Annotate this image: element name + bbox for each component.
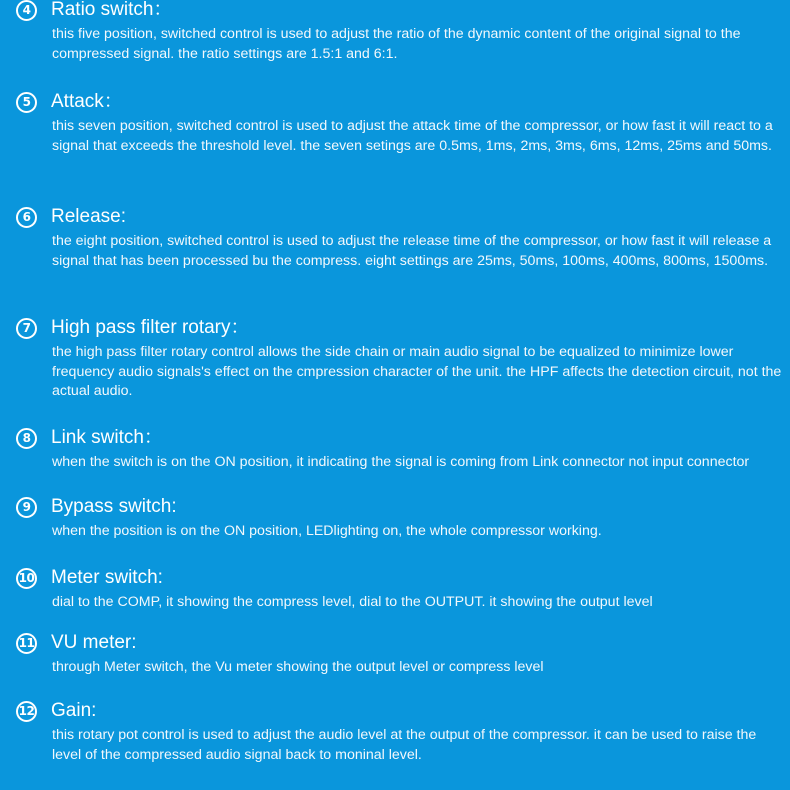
section-heading: [0, 318, 790, 346]
circled-number-6: 6: [16, 207, 37, 228]
section-heading: [0, 568, 790, 596]
section-title: Gain:: [51, 700, 97, 721]
section-title: VU meter:: [51, 632, 137, 653]
section-title: Attack：: [51, 91, 123, 112]
section-heading: [0, 701, 790, 729]
section-description: when the switch is on the ON position, it indicating the signal is coming from Link connector not input connector: [52, 454, 750, 470]
section-description: this five position, switched control is used to adjust the ratio of the dynamic content of the original signal to the compressed signal. the ratio settings are 1.5:1 and 6:1.: [52, 26, 741, 62]
circled-number-8: 8: [16, 428, 37, 449]
section-description: when the position is on the ON position, LEDlighting on, the whole compressor working.: [52, 523, 602, 539]
section-vu-meter: [0, 632, 790, 675]
circled-number-11: 11: [16, 633, 37, 654]
section-description: dial to the COMP, it showing the compress level, dial to the OUTPUT. it showing the output level: [52, 594, 653, 610]
section-description: this rotary pot control is used to adjust the audio level at the output of the compressor. it can be used to raise the level of the compressed audio signal back to moninal level.: [52, 727, 757, 763]
section-title: Meter switch:: [51, 567, 163, 588]
section-bypass-switch: [0, 496, 790, 539]
section-ratio-switch: [0, 0, 790, 62]
circled-number-10: 10: [16, 568, 37, 589]
section-description: through Meter switch, the Vu meter showing the output level or compress level: [52, 659, 544, 675]
circled-number-5: 5: [16, 92, 37, 113]
section-attack: [0, 91, 790, 154]
section-gain: [0, 700, 790, 763]
circled-number-7: 7: [16, 318, 37, 339]
section-description: the high pass filter rotary control allows the side chain or main audio signal to be equalized to minimize lower frequency audio signals's effect on the cmpression character of the unit. the HPF affects the detection circuit, not the actual audio.: [52, 344, 782, 399]
circled-number-4: 4: [16, 0, 37, 21]
section-title: High pass filter rotary：: [51, 317, 250, 338]
section-title: Ratio switch：: [51, 0, 173, 20]
section-title: Link switch：: [51, 427, 163, 448]
section-link-switch: [0, 427, 790, 470]
circled-number-12: 12: [16, 701, 37, 722]
section-title: Bypass switch:: [51, 496, 177, 517]
section-heading: [0, 0, 790, 28]
section-high-pass-filter: [0, 317, 790, 399]
circled-number-9: 9: [16, 497, 37, 518]
section-meter-switch: [0, 567, 790, 610]
section-heading: [0, 633, 790, 661]
section-heading: [0, 207, 790, 235]
section-heading: [0, 428, 790, 456]
section-heading: [0, 92, 790, 120]
section-heading: [0, 497, 790, 525]
section-description: this seven position, switched control is used to adjust the attack time of the compressor, or how fast it will react to a signal that exceeds the threshold level. the seven setings are 0.5ms, 1ms, 2ms, 3ms, 6ms, 12ms, 25ms and 50ms.: [52, 118, 773, 154]
section-title: Release:: [51, 206, 126, 227]
section-description: the eight position, switched control is used to adjust the release time of the compressor, or how fast it will release a signal that has been processed bu the compress. eight settings are 25ms, 50ms, 100ms, 400ms, 800ms, 1500ms.: [52, 233, 772, 269]
section-release: [0, 206, 790, 269]
